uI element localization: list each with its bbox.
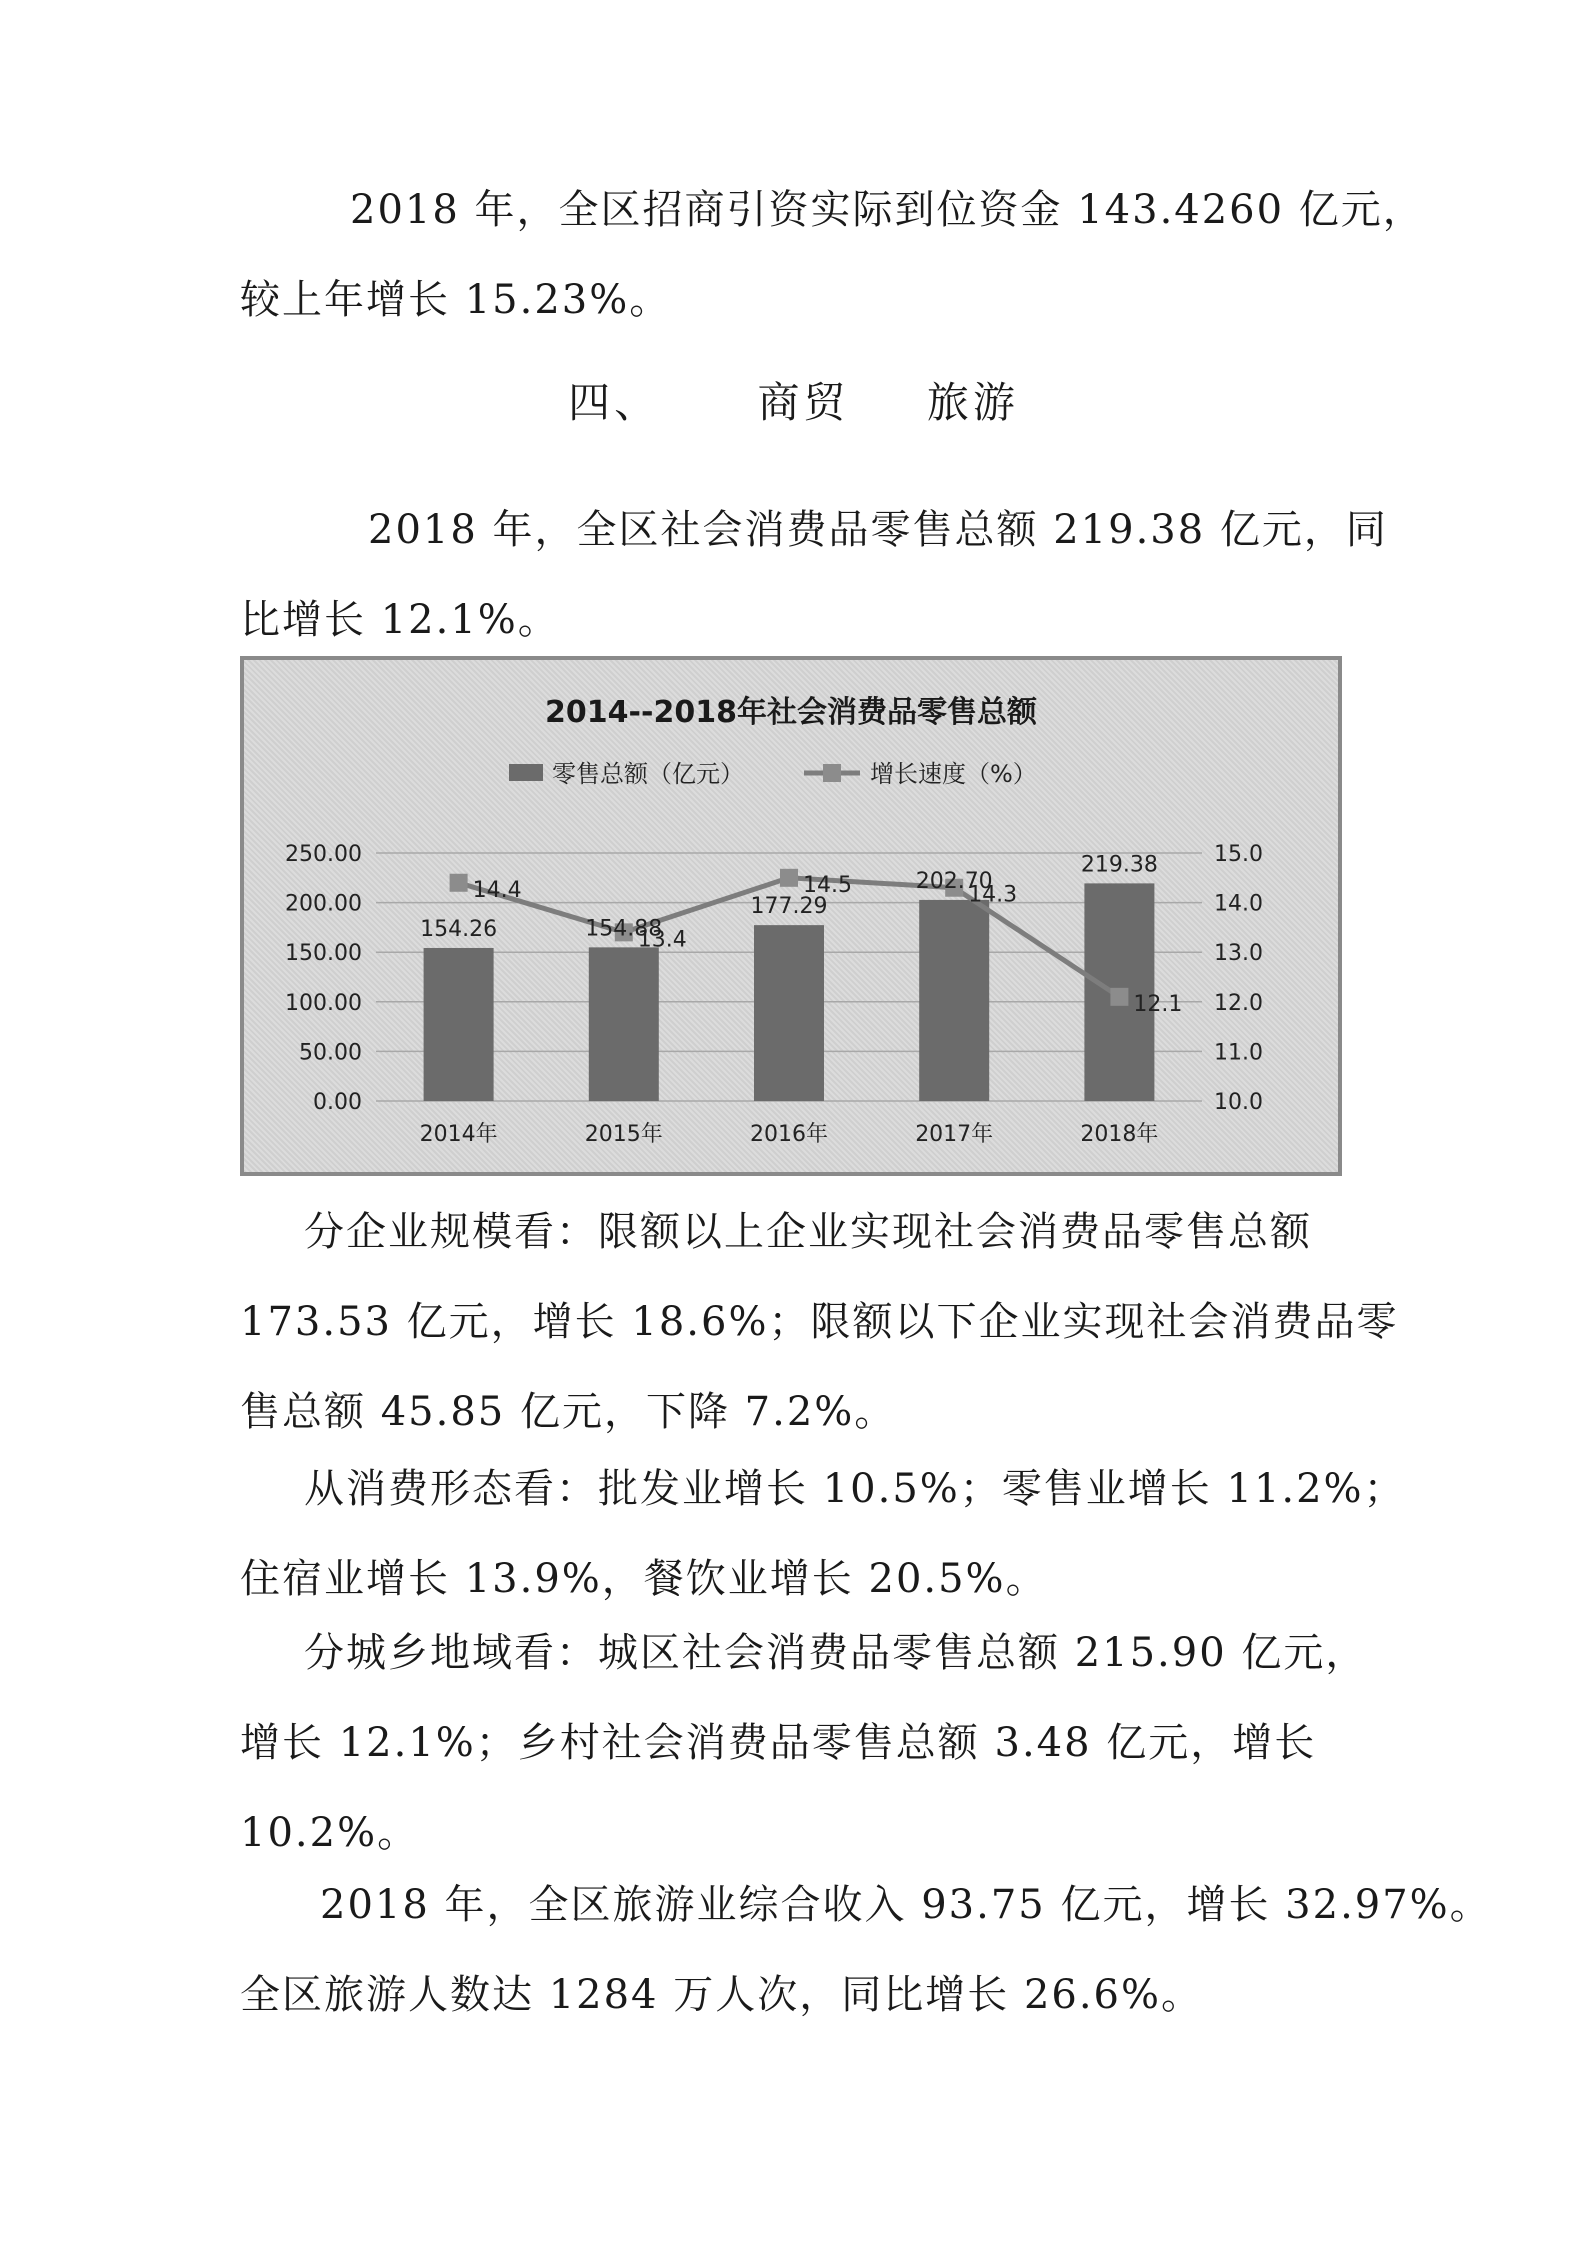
right-axis-tick-label: 14.0 [1214,891,1263,917]
bar-value-label: 154.26 [420,916,498,942]
paragraph-line: 从消费形态看：批发业增长 10.5%；零售业增长 11.2%； [304,1466,1406,1512]
paragraph-line: 分企业规模看：限额以上企业实现社会消费品零售总额 [304,1209,1312,1255]
growth-rate-label: 14.3 [968,882,1018,908]
growth-rate-label: 14.5 [803,872,852,898]
x-axis-tick-label: 2014年 [419,1122,498,1147]
paragraph-line: 分城乡地域看：城区社会消费品零售总额 215.90 亿元， [304,1630,1368,1676]
left-axis-tick-label: 50.00 [299,1040,362,1066]
paragraph-line: 较上年增长 15.23%。 [240,277,672,323]
paragraph-retail-total [240,485,1388,665]
right-axis-tick-label: 13.0 [1214,941,1263,967]
right-axis-tick-label: 15.0 [1214,842,1263,867]
bar [424,948,494,1101]
paragraph-enterprise-scale [240,1187,1399,1457]
growth-rate-label: 14.4 [472,877,522,903]
right-axis-tick-label: 11.0 [1214,1040,1263,1066]
legend-bar-label: 零售总额（亿元） [552,760,744,788]
paragraph-line: 比增长 12.1%。 [240,597,560,643]
x-axis-tick-label: 2017年 [915,1122,994,1147]
left-axis-tick-label: 100.00 [285,990,362,1016]
retail-chart-svg [244,660,1338,1172]
right-axis-tick-label: 12.0 [1214,990,1263,1016]
right-axis-tick-label: 10.0 [1214,1090,1263,1115]
paragraph-line: 2018 年，全区旅游业综合收入 93.75 亿元，增长 32.97%。 [320,1882,1492,1928]
section-heading [0,370,1587,430]
left-axis-tick-label: 200.00 [285,891,362,917]
bar-value-label: 219.38 [1080,852,1158,878]
legend-bar-swatch [509,764,543,781]
paragraph-consumption-form [240,1444,1406,1624]
bar [754,925,824,1101]
paragraph-line: 全区旅游人数达 1284 万人次，同比增长 26.6%。 [240,1972,1204,2018]
growth-rate-label: 12.1 [1133,991,1183,1017]
section-title-commerce: 商贸 [757,378,850,427]
x-axis-tick-label: 2018年 [1080,1122,1159,1147]
left-axis-tick-label: 250.00 [285,842,362,867]
growth-rate-label: 13.4 [637,927,687,953]
x-axis-tick-label: 2016年 [750,1122,828,1147]
paragraph-urban-rural [240,1608,1368,1878]
paragraph-line: 10.2%。 [240,1810,420,1856]
legend-line-marker [823,764,841,782]
paragraph-line: 2018 年，全区招商引资实际到位资金 143.4260 亿元， [350,187,1425,233]
section-number: 四、 [568,378,661,427]
paragraph-line: 2018 年，全区社会消费品零售总额 219.38 亿元，同 [368,507,1388,553]
paragraph-line: 售总额 45.85 亿元，下降 7.2%。 [240,1389,897,1435]
paragraph-line: 173.53 亿元，增长 18.6%；限额以下企业实现社会消费品零 [240,1299,1399,1345]
growth-rate-marker [450,874,468,892]
bar-value-label: 177.29 [750,894,828,920]
section-title-tourism: 旅游 [926,378,1019,427]
bar [589,947,659,1101]
paragraph-line: 住宿业增长 13.9%，餐饮业增长 20.5%。 [240,1556,1048,1602]
growth-rate-marker [780,869,798,887]
bar-value-label: 154.88 [585,916,663,942]
paragraph-tourism [240,1860,1492,2040]
left-axis-tick-label: 150.00 [285,941,362,967]
chart-title: 2014--2018年社会消费品零售总额 [545,695,1037,730]
bar-value-label: 202.70 [915,868,993,894]
left-axis-tick-label: 0.00 [313,1090,362,1115]
growth-rate-marker [1110,988,1128,1006]
paragraph-investment [240,165,1425,345]
x-axis-tick-label: 2015年 [584,1122,663,1147]
bar [919,900,989,1101]
retail-chart [240,656,1342,1176]
paragraph-line: 增长 12.1%；乡村社会消费品零售总额 3.48 亿元，增长 [240,1720,1317,1766]
legend-line-label: 增长速度（%） [870,760,1037,788]
chart-legend [509,760,1037,788]
